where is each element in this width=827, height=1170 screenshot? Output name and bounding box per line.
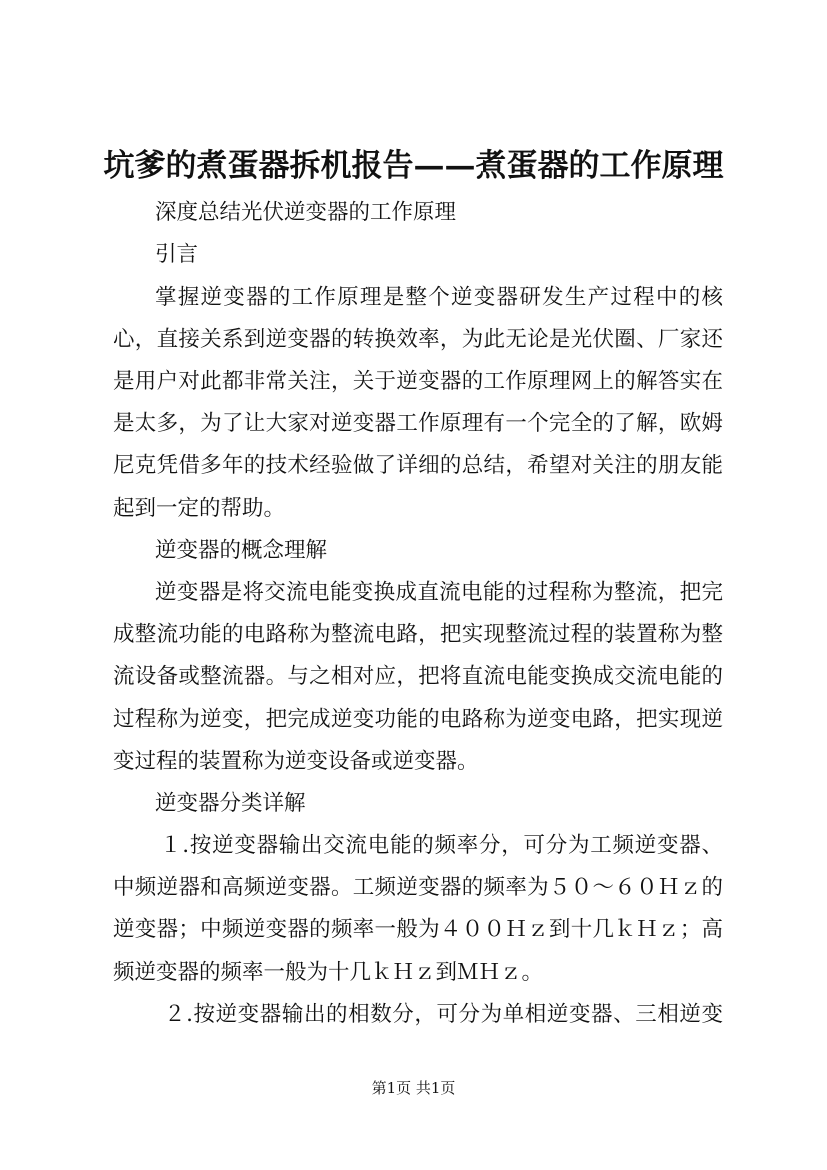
paragraph-line: 起到一定的帮助。 bbox=[113, 496, 286, 521]
paragraph-line: 心，直接关系到逆变器的转换效率，为此无论是光伏圈、厂家还 bbox=[113, 327, 723, 352]
list-item-line: ２.按逆变器输出的相数分，可分为单相逆变器、三相逆变 bbox=[164, 1002, 723, 1027]
paragraph-line: 逆变器是将交流电能变换成直流电能的过程称为整流，把完 bbox=[155, 580, 723, 605]
paragraph-line: 尼克凭借多年的技术经验做了详细的总结，希望对关注的朋友能 bbox=[113, 453, 723, 478]
list-item-line: 频逆变器的频率一般为十几ｋＨｚ到ＭＨｚ。 bbox=[113, 960, 544, 985]
section-heading-concept: 逆变器的概念理解 bbox=[155, 538, 328, 563]
section-heading-classification: 逆变器分类详解 bbox=[155, 791, 306, 816]
section-heading-intro: 引言 bbox=[155, 242, 199, 267]
page-footer: 第1页 共1页 bbox=[371, 1079, 456, 1097]
paragraph-line: 是用户对此都非常关注，关于逆变器的工作原理网上的解答实在 bbox=[113, 369, 723, 394]
paragraph-line: 变过程的装置称为逆变设备或逆变器。 bbox=[113, 749, 479, 774]
list-item-line: 中频逆器和高频逆变器。工频逆变器的频率为５０～６０Ｈｚ的 bbox=[113, 875, 723, 900]
paragraph-line: 是太多，为了让大家对逆变器工作原理有一个完全的了解，欧姆 bbox=[113, 411, 723, 436]
subtitle-line: 深度总结光伏逆变器的工作原理 bbox=[155, 200, 457, 225]
paragraph-line: 掌握逆变器的工作原理是整个逆变器研发生产过程中的核 bbox=[155, 285, 723, 310]
document-title: 坑爹的煮蛋器拆机报告——煮蛋器的工作原理 bbox=[103, 148, 724, 184]
paragraph-line: 成整流功能的电路称为整流电路，把实现整流过程的装置称为整 bbox=[113, 622, 723, 647]
paragraph-line: 过程称为逆变，把完成逆变功能的电路称为逆变电路，把实现逆 bbox=[113, 707, 723, 732]
list-item-line: １.按逆变器输出交流电能的频率分，可分为工频逆变器、 bbox=[160, 833, 723, 858]
paragraph-line: 流设备或整流器。与之相对应，把将直流电能变换成交流电能的 bbox=[113, 664, 723, 689]
list-item-line: 逆变器；中频逆变器的频率一般为４００Ｈｚ到十几ｋＨｚ；高 bbox=[113, 917, 723, 942]
